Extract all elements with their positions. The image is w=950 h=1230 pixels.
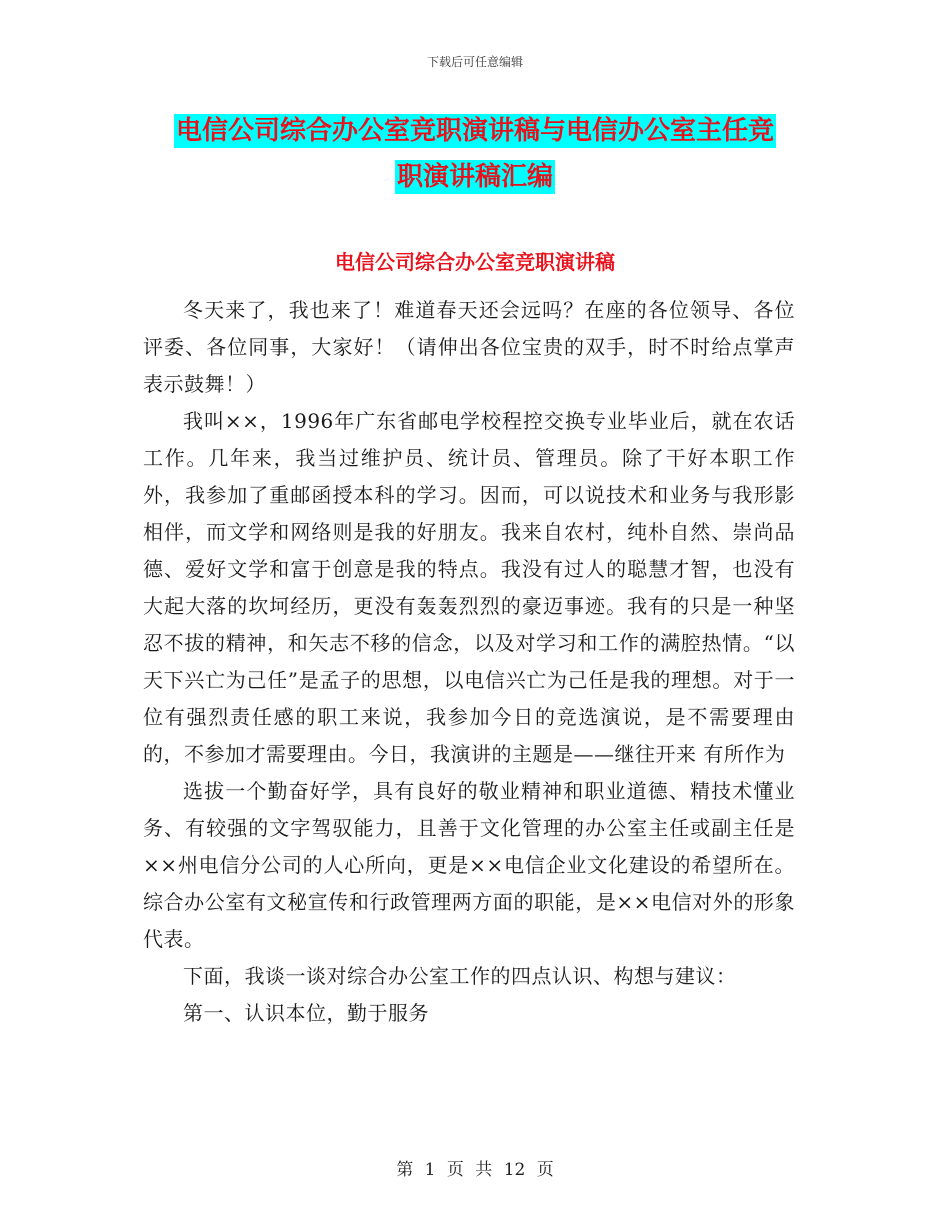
paragraph: 选拔一个勤奋好学，具有良好的敬业精神和职业道德、精技术懂业务、有较强的文字驾驭能力，且善于文化管理的办公室主任或副主任是××州电信分公司的人心所向，更是××电信企业文化建设的希望所在。综合办公室有文秘宣传和行政管理两方面的职能，是××电信对外的形象代表。 bbox=[143, 779, 795, 951]
body-text bbox=[143, 292, 795, 1032]
header-note: 下载后可任意编辑 bbox=[426, 55, 523, 69]
paragraph: 第一、认识本位，勤于服务 bbox=[183, 1001, 429, 1025]
paragraph: 下面，我谈一谈对综合办公室工作的四点认识、构想与建议： bbox=[183, 964, 737, 988]
page-footer: 第 1 页 共 12 页 bbox=[396, 1160, 554, 1180]
section-title: 电信公司综合办公室竞职演讲稿 bbox=[335, 250, 615, 274]
paragraph: 冬天来了，我也来了！难道春天还会远吗？在座的各位领导、各位评委、各位同事，大家好！（请伸出各位宝贵的双手，时不时给点掌声表示鼓舞！） bbox=[143, 298, 795, 396]
paragraph: 我叫××，1996年广东省邮电学校程控交换专业毕业后，就在农话工作。几年来，我当过维护员、统计员、管理员。除了干好本职工作外，我参加了重邮函授本科的学习。因而，可以说技术和业务与我形影相伴，而文学和网络则是我的好朋友。我来自农村，纯朴自然、崇尚品德、爱好文学和富于创意是我的特点。我没有过人的聪慧才智，也没有大起大落的坎坷经历，更没有轰轰烈烈的豪迈事迹。我有的只是一种坚忍不拔的精神，和矢志不移的信念，以及对学习和工作的满腔热情。“以天下兴亡为己任”是孟子的思想，以电信兴亡为己任是我的理想。对于一位有强烈责任感的职工来说，我参加今日的竞选演说，是不需要理由的，不参加才需要理由。今日，我演讲的主题是——继往开来 有所作为 bbox=[143, 409, 795, 766]
title-line-2: 职演讲稿汇编 bbox=[396, 162, 553, 192]
title-line-1: 电信公司综合办公室竞职演讲稿与电信办公室主任竞 bbox=[175, 116, 774, 146]
document-title bbox=[140, 108, 810, 200]
